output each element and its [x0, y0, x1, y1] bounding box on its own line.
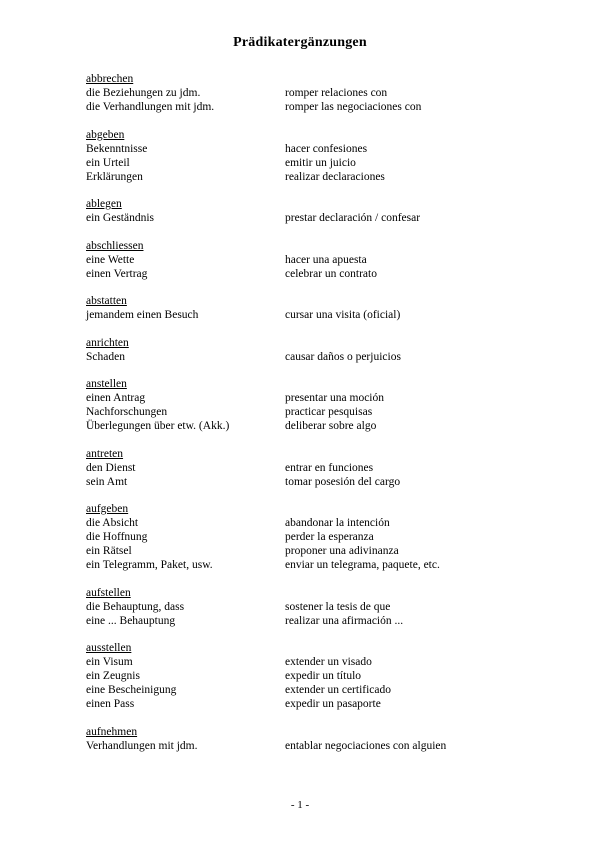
verb-heading: antreten: [86, 447, 124, 460]
phrase-row: [86, 419, 546, 433]
spanish-translation: cursar una visita (oficial): [285, 309, 401, 321]
verb-heading: aufnehmen: [86, 725, 138, 738]
german-phrase: ein Visum: [86, 656, 133, 668]
spanish-translation: romper relaciones con: [285, 87, 388, 99]
phrase-row: [86, 558, 546, 572]
spanish-translation: hacer confesiones: [285, 142, 368, 155]
phrase-row: [86, 86, 546, 100]
spanish-translation: causar daños o perjuicios: [285, 350, 401, 363]
german-phrase: die Behauptung, dass: [86, 600, 185, 613]
verb-heading: abbrechen: [86, 73, 134, 85]
german-phrase: die Absicht: [86, 517, 139, 529]
german-phrase: ein Geständnis: [86, 212, 155, 224]
phrase-row: [86, 461, 546, 475]
verb-group: [86, 725, 546, 753]
phrase-row: [86, 405, 546, 419]
spanish-translation: enviar un telegrama, paquete, etc.: [285, 559, 440, 571]
german-phrase: eine ... Behauptung: [86, 614, 176, 627]
phrase-row: [86, 267, 546, 281]
german-phrase: Erklärungen: [86, 170, 143, 183]
german-phrase: sein Amt: [86, 475, 128, 488]
verb-heading: abschliessen: [86, 239, 144, 252]
phrase-row: [86, 669, 546, 683]
verb-heading: ablegen: [86, 198, 122, 210]
phrase-row: [86, 683, 546, 697]
page-number: - 1 -: [290, 799, 310, 811]
phrase-row: [86, 544, 546, 558]
phrase-row: [86, 697, 546, 711]
verb-heading: anstellen: [86, 378, 127, 390]
german-phrase: einen Vertrag: [86, 267, 148, 280]
phrase-row: [86, 739, 546, 753]
verb-heading: ausstellen: [86, 642, 132, 654]
spanish-translation: entablar negociaciones con alguien: [285, 739, 447, 752]
phrase-row: [86, 600, 546, 614]
phrase-row: [86, 516, 546, 530]
spanish-translation: hacer una apuesta: [285, 253, 367, 266]
german-phrase: eine Bescheinigung: [86, 684, 177, 696]
phrase-row: [86, 156, 546, 170]
german-phrase: Überlegungen über etw. (Akk.): [86, 420, 230, 432]
spanish-translation: practicar pesquisas: [285, 406, 373, 418]
verb-group: [86, 447, 546, 489]
phrase-row: [86, 391, 546, 405]
spanish-translation: emitir un juicio: [285, 156, 356, 169]
german-phrase: die Beziehungen zu jdm.: [86, 87, 201, 99]
spanish-translation: prestar declaración / confesar: [285, 212, 421, 224]
verb-group: [86, 502, 546, 572]
spanish-translation: extender un visado: [285, 656, 372, 668]
phrase-row: [86, 655, 546, 669]
page-title: Prädikatergänzungen: [233, 35, 367, 50]
spanish-translation: entrar en funciones: [285, 461, 374, 474]
spanish-translation: abandonar la intención: [285, 517, 390, 529]
spanish-translation: tomar posesión del cargo: [285, 475, 401, 488]
spanish-translation: sostener la tesis de que: [285, 600, 391, 613]
spanish-translation: presentar una moción: [285, 392, 384, 404]
german-phrase: den Dienst: [86, 461, 136, 474]
spanish-translation: realizar declaraciones: [285, 170, 385, 183]
spanish-translation: romper las negociaciones con: [285, 101, 422, 113]
spanish-translation: deliberar sobre algo: [285, 420, 377, 432]
phrase-row: [86, 142, 546, 156]
verb-heading: abstatten: [86, 295, 127, 307]
spanish-translation: celebrar un contrato: [285, 267, 377, 280]
german-phrase: Verhandlungen mit jdm.: [86, 739, 198, 752]
german-phrase: ein Rätsel: [86, 545, 132, 557]
verb-group: [86, 239, 546, 281]
verb-group: [86, 294, 546, 322]
german-phrase: ein Telegramm, Paket, usw.: [86, 559, 213, 571]
phrase-row: [86, 614, 546, 628]
phrase-row: [86, 100, 546, 114]
german-phrase: ein Zeugnis: [86, 670, 140, 682]
verb-heading: aufstellen: [86, 586, 131, 599]
phrase-row: [86, 211, 546, 225]
spanish-translation: expedir un título: [285, 670, 362, 682]
german-phrase: Schaden: [86, 350, 125, 363]
verb-group: [86, 336, 546, 364]
german-phrase: eine Wette: [86, 253, 135, 266]
german-phrase: die Verhandlungen mit jdm.: [86, 101, 215, 113]
german-phrase: Bekenntnisse: [86, 142, 148, 155]
phrase-row: [86, 253, 546, 267]
spanish-translation: extender un certificado: [285, 684, 391, 696]
verb-heading: anrichten: [86, 336, 129, 349]
german-phrase: ein Urteil: [86, 156, 130, 169]
spanish-translation: realizar una afirmación ...: [285, 614, 404, 627]
phrase-row: [86, 350, 546, 364]
verb-group: [86, 128, 546, 184]
german-phrase: einen Pass: [86, 698, 135, 710]
verb-heading: abgeben: [86, 128, 125, 141]
entries-list: [86, 72, 546, 766]
german-phrase: jemandem einen Besuch: [86, 309, 199, 321]
german-phrase: Nachforschungen: [86, 406, 168, 418]
spanish-translation: perder la esperanza: [285, 531, 374, 543]
verb-group: [86, 641, 546, 711]
verb-group: [86, 72, 546, 114]
verb-heading: aufgeben: [86, 503, 129, 515]
verb-group: [86, 197, 546, 225]
phrase-row: [86, 170, 546, 184]
verb-group: [86, 586, 546, 628]
verb-group: [86, 377, 546, 433]
german-phrase: die Hoffnung: [86, 531, 148, 543]
spanish-translation: expedir un pasaporte: [285, 698, 381, 710]
phrase-row: [86, 475, 546, 489]
phrase-row: [86, 308, 546, 322]
phrase-row: [86, 530, 546, 544]
spanish-translation: proponer una adivinanza: [285, 545, 399, 557]
german-phrase: einen Antrag: [86, 392, 146, 404]
